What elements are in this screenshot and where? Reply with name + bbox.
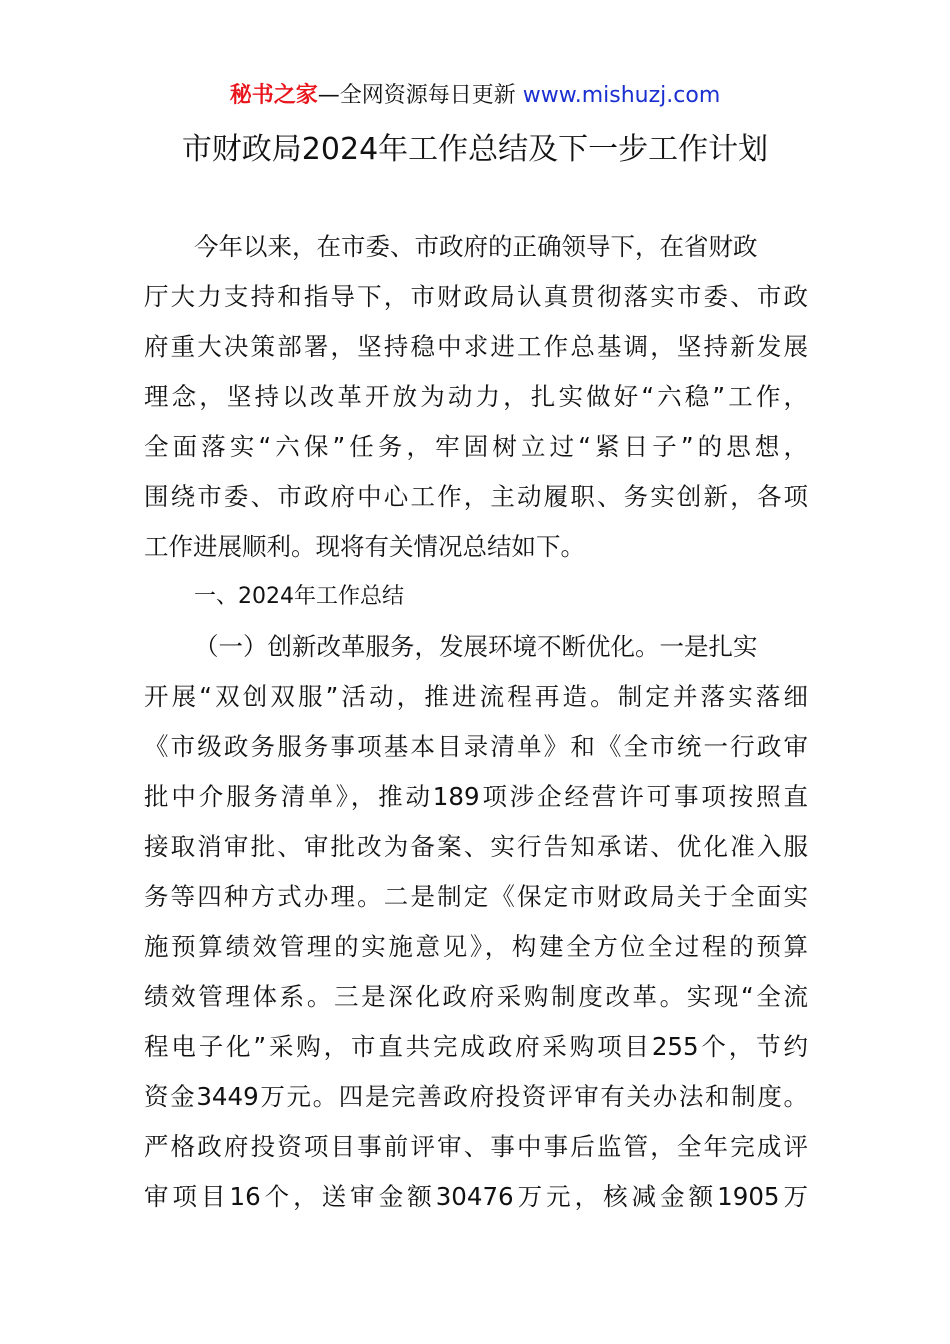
paragraph-line: （一）创新改革服务，发展环境不断优化。一是扎实 xyxy=(194,632,758,661)
document-body xyxy=(144,222,808,1222)
section-heading: 一、2024年工作总结 xyxy=(194,584,404,609)
paragraph-line: 施预算绩效管理的实施意见》，构建全方位全过程的预算 xyxy=(144,932,808,961)
paragraph-line: 府重大决策部署，坚持稳中求进工作总基调，坚持新发展 xyxy=(144,332,808,361)
paragraph-line: 批中介服务清单》，推动189项涉企经营许可事项按照直 xyxy=(144,782,808,811)
paragraph-line: 工作进展顺利。现将有关情况总结如下。 xyxy=(144,532,585,561)
paragraph-line: 程电子化”采购，市直共完成政府采购项目255个，节约 xyxy=(144,1032,808,1061)
paragraph-line: 务等四种方式办理。二是制定《保定市财政局关于全面实 xyxy=(144,882,808,911)
paragraph-line: 理念，坚持以改革开放为动力，扎实做好“六稳”工作， xyxy=(144,382,808,411)
paragraph-line: 绩效管理体系。三是深化政府采购制度改革。实现“全流 xyxy=(144,982,808,1011)
paragraph-line: 资金3449万元。四是完善政府投资评审有关办法和制度。 xyxy=(144,1082,808,1111)
paragraph-line: 开展“双创双服”活动，推进流程再造。制定并落实落细 xyxy=(144,682,808,711)
paragraph-line: 《市级政务服务事项基本目录清单》和《全市统一行政审 xyxy=(144,732,808,761)
paragraph-line: 今年以来，在市委、市政府的正确领导下，在省财政 xyxy=(194,232,758,261)
paragraph-line: 厅大力支持和指导下，市财政局认真贯彻落实市委、市政 xyxy=(144,282,808,311)
paragraph-line: 全面落实“六保”任务，牢固树立过“紧日子”的思想， xyxy=(144,432,808,461)
brand-name: 秘书之家 xyxy=(229,83,318,108)
paragraph-line: 审项目16个，送审金额30476万元，核减金额1905万 xyxy=(144,1182,808,1211)
site-header xyxy=(0,80,950,112)
site-url-link[interactable]: www.mishuzj.com xyxy=(522,83,721,108)
paragraph-line: 围绕市委、市政府中心工作，主动履职、务实创新，各项 xyxy=(144,482,808,511)
site-tagline: —全网资源每日更新 xyxy=(317,83,523,108)
paragraph-line: 严格政府投资项目事前评审、事中事后监管，全年完成评 xyxy=(144,1132,808,1161)
document-title: 市财政局2024年工作总结及下一步工作计划 xyxy=(181,132,769,167)
paragraph-line: 接取消审批、审批改为备案、实行告知承诺、优化准入服 xyxy=(144,832,808,861)
